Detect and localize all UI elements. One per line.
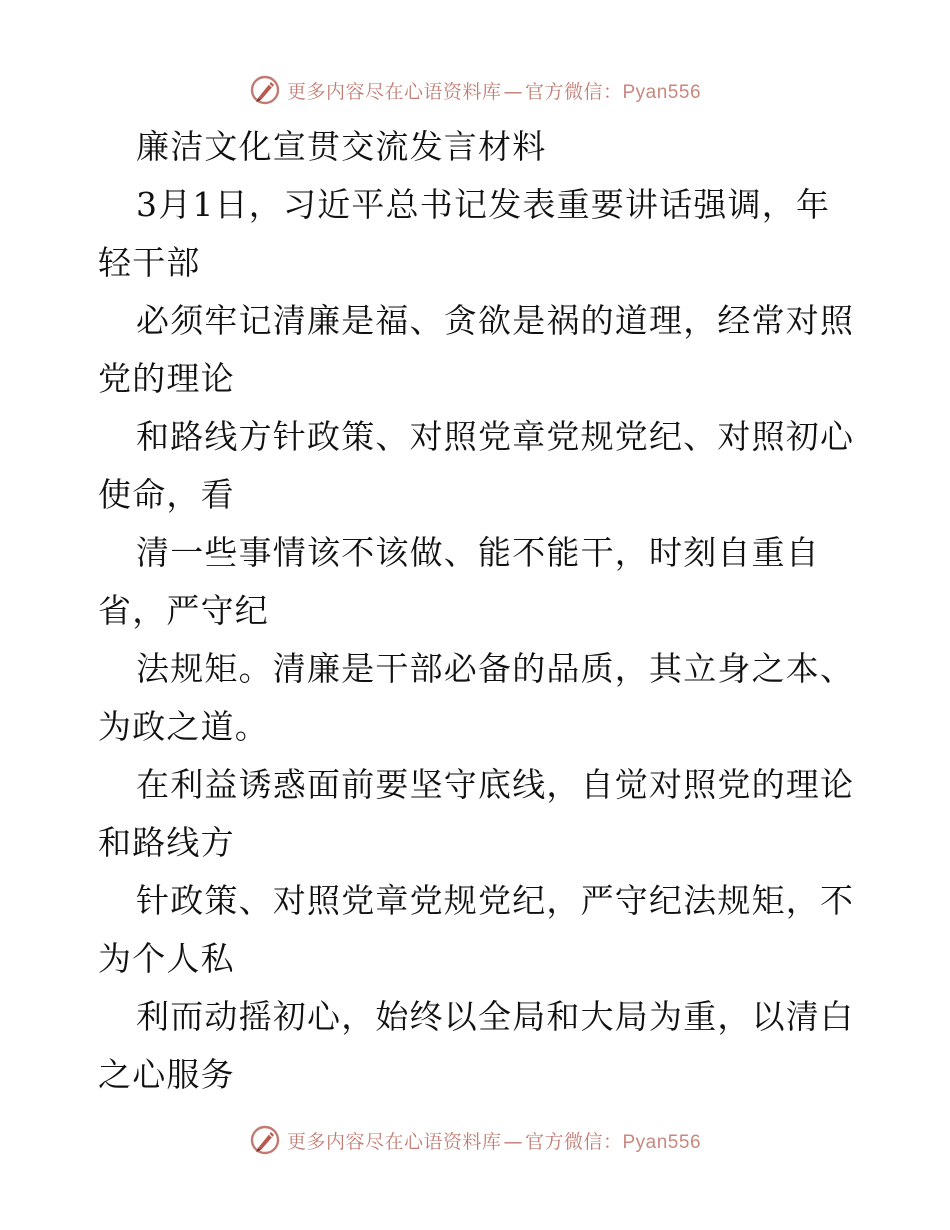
watermark-separator: — xyxy=(503,1130,523,1153)
watermark-separator: — xyxy=(503,80,523,103)
watermark-id: Pyan556 xyxy=(622,81,702,103)
paragraph-line: 针政策、对照党章党规党纪，严守纪法规矩，不 xyxy=(136,881,855,920)
paragraph-line: 轻干部 xyxy=(98,243,201,282)
document-body xyxy=(98,118,858,1104)
paragraph-line: 和路线方 xyxy=(98,823,235,862)
watermark-text: 更多内容尽在心语资料库 xyxy=(286,1130,502,1153)
header-watermark xyxy=(0,70,950,110)
watermark-contact: 官方微信： xyxy=(524,80,623,103)
quill-pen-logo-icon xyxy=(249,74,281,106)
document-title: 廉洁文化宣贯交流发言材料 xyxy=(136,127,547,166)
paragraph-line: 在利益诱惑面前要坚守底线，自觉对照党的理论 xyxy=(136,765,855,804)
paragraph-line: 使命，看 xyxy=(98,475,235,514)
paragraph-line: 为政之道。 xyxy=(98,707,269,746)
footer-watermark xyxy=(0,1120,950,1160)
paragraph-line: 和路线方针政策、对照党章党规党纪、对照初心 xyxy=(136,417,855,456)
paragraph-line: 清一些事情该不该做、能不能干，时刻自重自 xyxy=(136,533,820,572)
paragraph-line: 党的理论 xyxy=(98,359,235,398)
paragraph-line: 法规矩。清廉是干部必备的品质，其立身之本、 xyxy=(136,649,855,688)
paragraph-line: 之心服务 xyxy=(98,1055,235,1094)
quill-pen-logo-icon xyxy=(249,1124,281,1156)
paragraph-line: 利而动摇初心，始终以全局和大局为重，以清白 xyxy=(136,997,855,1036)
paragraph-line: 必须牢记清廉是福、贪欲是祸的道理，经常对照 xyxy=(136,301,855,340)
paragraph-line: 省，严守纪 xyxy=(98,591,269,630)
watermark-text: 更多内容尽在心语资料库 xyxy=(286,80,502,103)
watermark-id: Pyan556 xyxy=(622,1131,702,1153)
paragraph-line: 3月1日，习近平总书记发表重要讲话强调，年 xyxy=(136,185,831,224)
paragraph-line: 为个人私 xyxy=(98,939,235,978)
watermark-contact: 官方微信： xyxy=(524,1130,623,1153)
